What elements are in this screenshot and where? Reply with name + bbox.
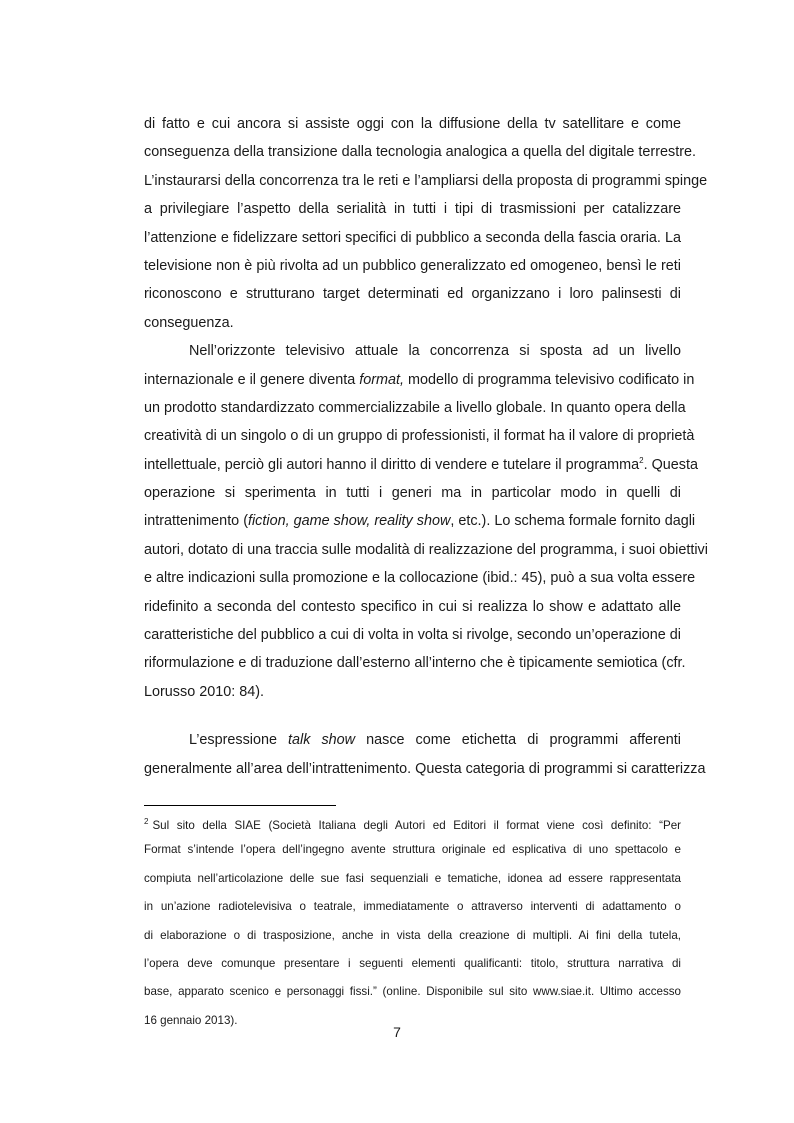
paragraph-3 [144, 726, 706, 783]
text-line: conseguenza. [144, 314, 234, 331]
text-line [144, 726, 681, 754]
italic-term: format, [359, 371, 404, 388]
footnote-mark: 2 [144, 817, 149, 826]
text-line: generalmente all’area dell’intrattenimento. Questa categoria di programmi si caratterizza [144, 760, 706, 777]
text-run: intellettuale, perciò gli autori hanno il diritto di vendere e tutelare il programma [144, 456, 640, 473]
footnote-line: in un’azione radiotelevisiva o teatrale, immediatamente o attraverso interventi di adattamento o [144, 900, 681, 914]
text-line: un prodotto standardizzato commercializzabile a livello globale. In quanto opera della [144, 399, 686, 416]
text-line: conseguenza della transizione dalla tecnologia analogica a quella del digitale terrestre. [144, 144, 697, 161]
text-line: ridefinito a seconda del contesto specifico in cui si realizza lo show e adattato alle [144, 598, 681, 615]
text-line: Nell’orizzonte televisivo attuale la concorrenza si sposta ad un livello [189, 343, 681, 360]
text-line: a privilegiare l’aspetto della serialità in tutti i tipi di trasmissioni per catalizzare [144, 201, 681, 218]
paragraph-2 [144, 337, 708, 706]
paragraph-gap [144, 706, 681, 726]
text-line: e altre indicazioni sulla promozione e la collocazione (ibid.: 45), può a sua volta essere [144, 570, 696, 587]
footnote-reference[interactable]: 2 [639, 455, 644, 465]
text-line: televisione non è più rivolta ad un pubblico generalizzato ed omogeneo, bensì le reti [144, 257, 681, 274]
text-line [144, 451, 699, 479]
text-line: L’instaurarsi della concorrenza tra le reti e l’ampliarsi della proposta di programmi spinge [144, 172, 708, 189]
text-line: Lorusso 2010: 84). [144, 683, 265, 700]
footnote-line: l’opera deve comunque presentare i seguenti elementi qualificanti: titolo, struttura narrativa di [144, 956, 681, 970]
text-run: nasce come etichetta di programmi afferenti [355, 732, 681, 749]
text-line: operazione si sperimenta in tutti i generi ma in particolar modo in quelli di [144, 485, 681, 502]
body-text [144, 110, 708, 783]
paragraph-1 [144, 110, 708, 337]
text-run: internazionale e il genere diventa [144, 371, 360, 388]
footnote-2 [144, 810, 681, 1037]
text-line: riconoscono e strutturano target determinati ed organizzano i loro palinsesti di [144, 286, 681, 303]
text-line [144, 366, 695, 394]
footnote-line: compiuta nell’articolazione delle sue fasi sequenziali e tematiche, idonea ad essere rappresentata [144, 871, 681, 885]
text-run: Sul sito della SIAE (Società Italiana degli Autori ed Editori il format viene così definito: “Per [152, 819, 681, 832]
text-run: modello di programma televisivo codificato in [404, 371, 695, 388]
text-line [144, 507, 696, 535]
text-line: l’attenzione e fidelizzare settori specifici di pubblico a seconda della fascia oraria. La [144, 229, 681, 246]
footnote-line: Format s’intende l’opera dell’ingegno avente struttura originale ed esplicativa di uno spettacolo e [144, 843, 681, 857]
text-line: creatività di un singolo o di un gruppo di professionisti, il format ha il valore di proprietà [144, 428, 695, 445]
text-line: caratteristiche del pubblico a cui di volta in volta si rivolge, secondo un’operazione di [144, 627, 681, 644]
text-line: riformulazione e di traduzione dall’esterno all’interno che è tipicamente semiotica (cfr. [144, 655, 686, 672]
footnote-line: 16 gennaio 2013). [144, 1013, 238, 1027]
footnote-line: base, apparato scenico e personaggi fissi.” (online. Disponibile sul sito www.siae.it. Ultimo accesso [144, 985, 681, 999]
italic-term: fiction, game show, reality show [247, 513, 451, 530]
footnote-line [144, 810, 681, 838]
page-number: 7 [393, 1024, 401, 1040]
text-run: , etc.). Lo schema formale fornito dagli [450, 513, 696, 530]
text-run: . Questa [643, 456, 699, 473]
footnote-separator [144, 805, 336, 806]
footnote-line: di elaborazione o di trasposizione, anche in vista della creazione di multipli. Ai fini della tutela, [144, 928, 681, 942]
text-line: autori, dotato di una traccia sulle modalità di realizzazione del programma, i suoi obiettivi [144, 541, 708, 558]
italic-term: talk show [288, 732, 356, 749]
text-run: intrattenimento ( [144, 513, 248, 530]
text-line: di fatto e cui ancora si assiste oggi con la diffusione della tv satellitare e come [144, 116, 681, 132]
text-run: L’espressione [189, 732, 289, 749]
